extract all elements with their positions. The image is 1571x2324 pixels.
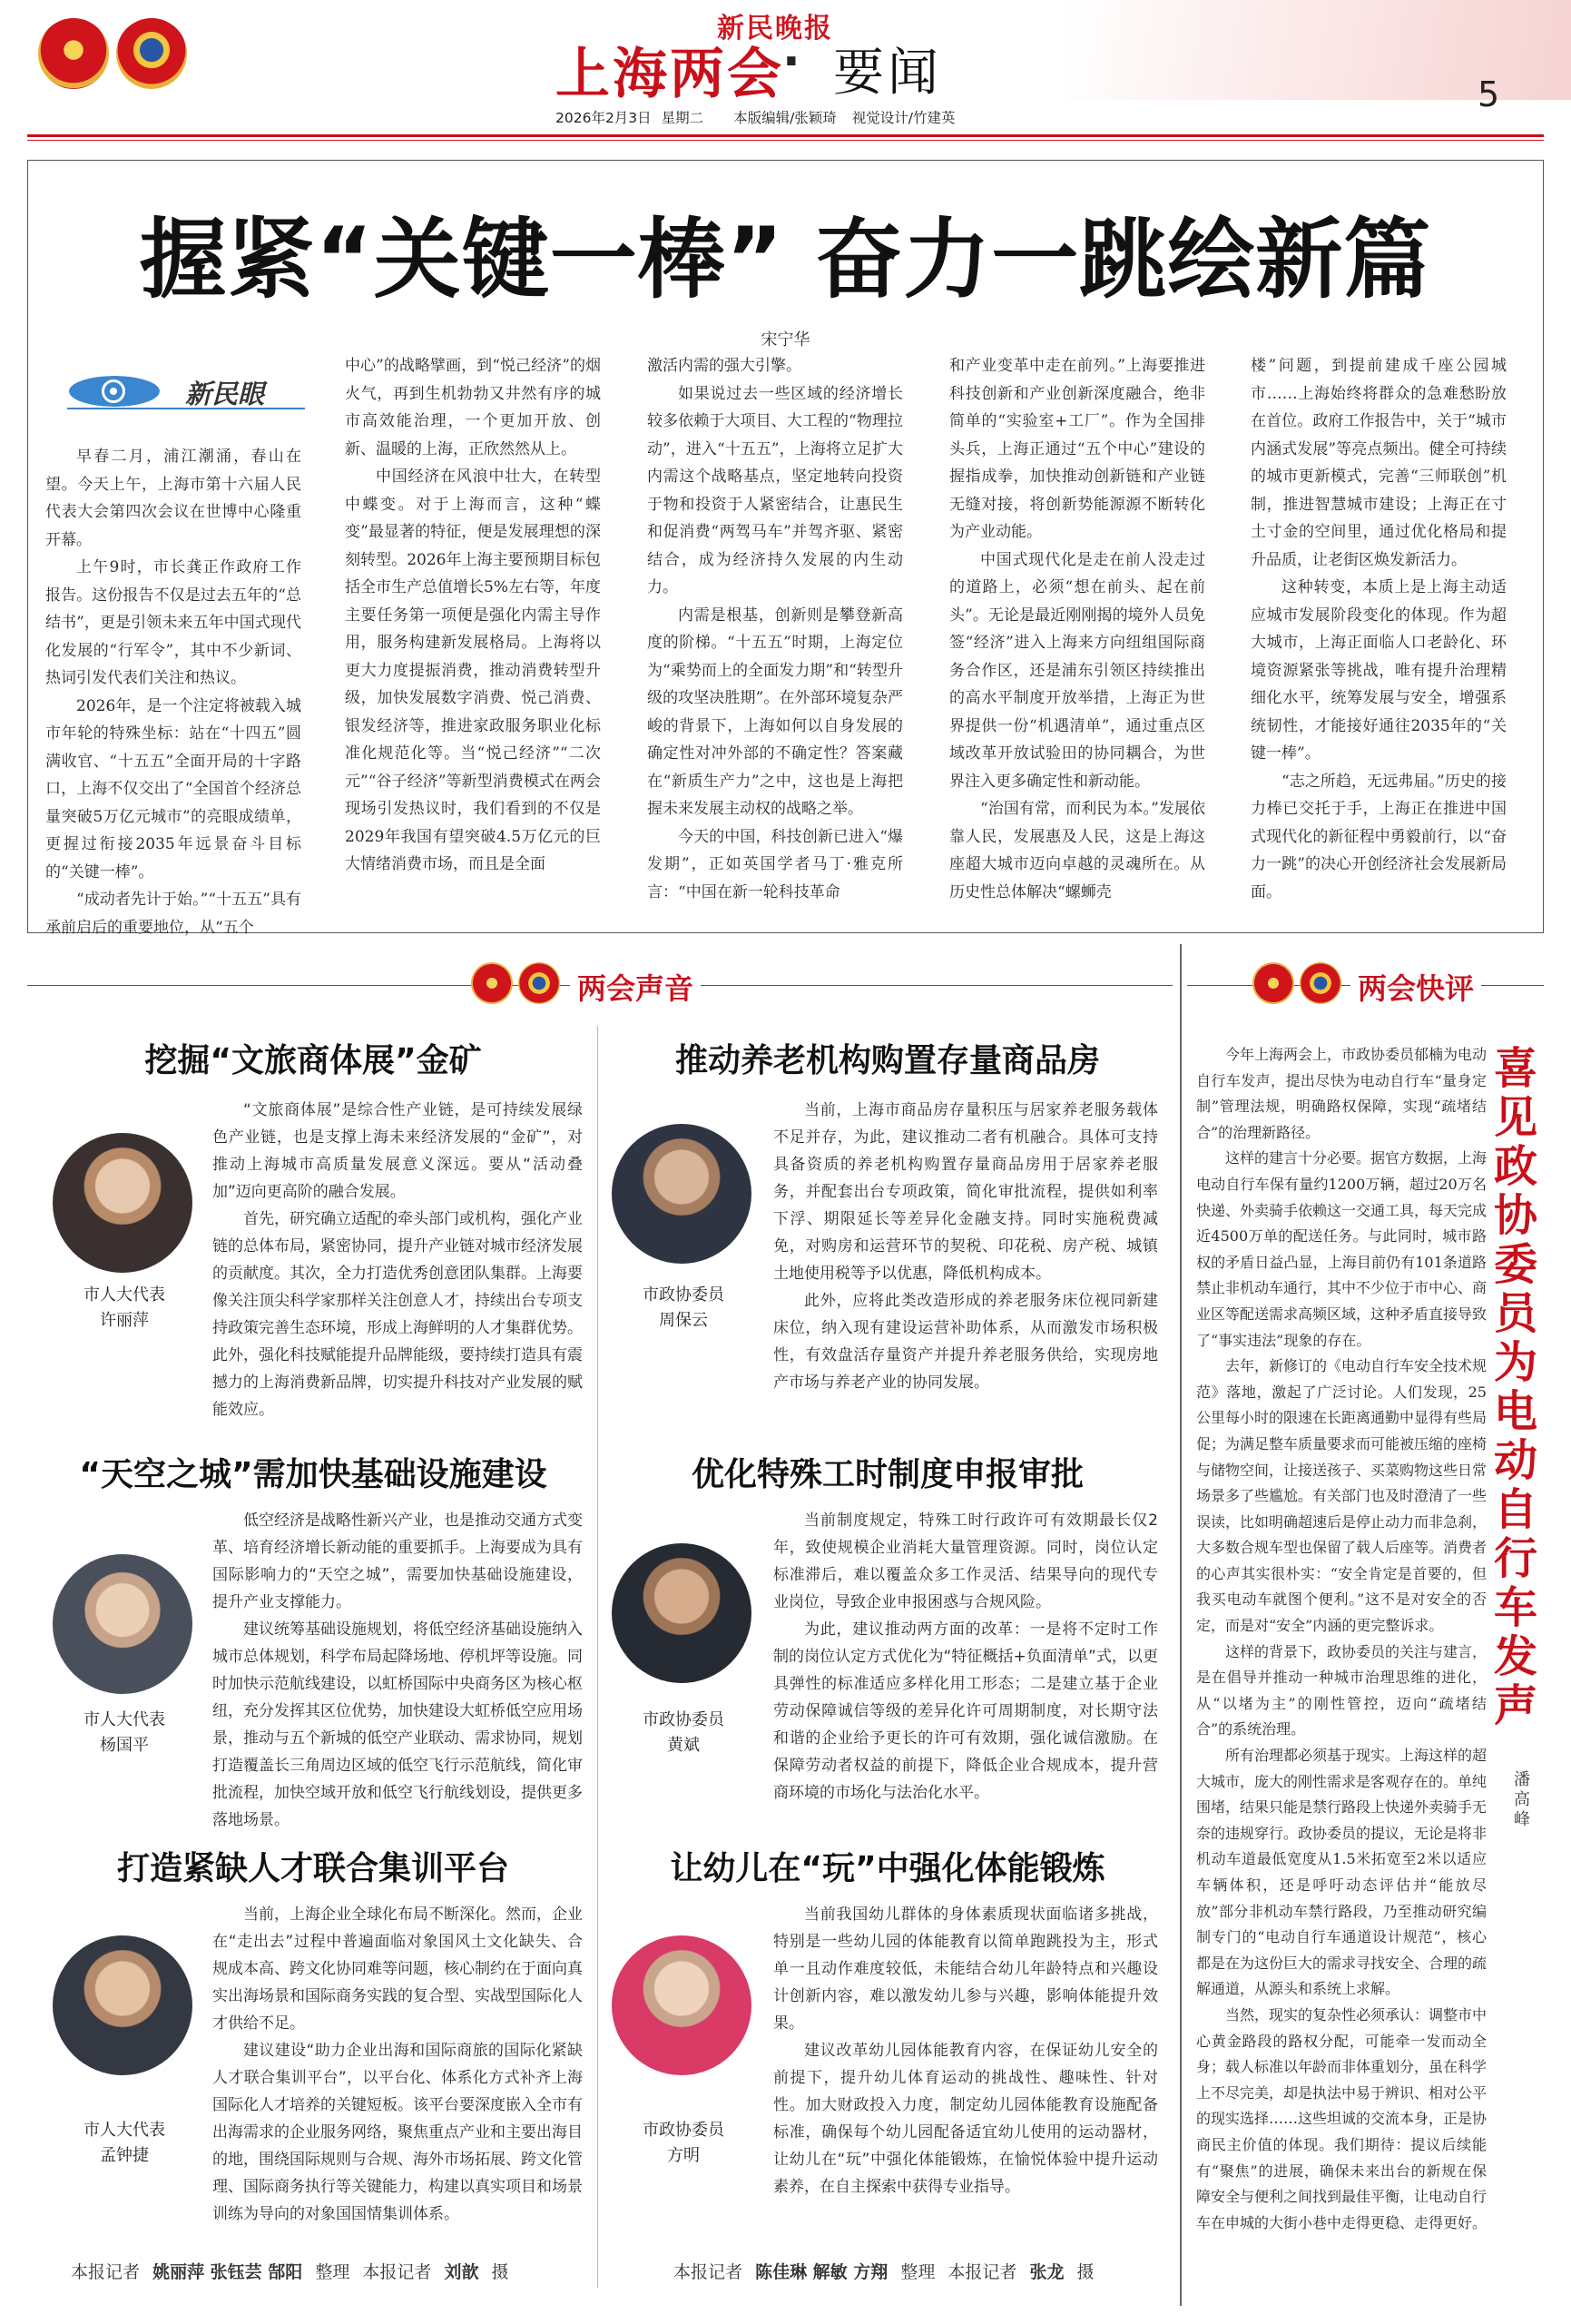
voice-paragraph: 建议建设“助力企业出海和国际商旅的国际化紧缺人才联合集训平台”，以平台化、体系化方式补齐上海国际化人才培养的关键短板。该平台要深度嵌入全市有出海需求的企业服务网络，聚焦重点产业和主要出海目的地，围绕国际规则与合规、海外市场拓展、跨文化管理、国际商务执行等关键能力，构建以真实项目和场景训练为导向的对象国国情集训体系。 [212, 2042, 583, 2223]
voice-paragraph: 低空经济是战略性新兴产业，也是推动交通方式变革、培育经济增长新动能的重要抓手。上海要成为具有国际影响力的“天空之城”，需要加快基础设施建设，提升产业支撑能力。 [212, 1512, 583, 1611]
credit-label: 整理 [900, 2262, 936, 2282]
review-author: 潘高峰 [1514, 1770, 1530, 1829]
voice-paragraph: 为此，建议推动两方面的改革：一是将不定时工作制的岗位认定方式优化为“特征概括+负面清单”式，以更具弹性的标准适应多样化用工形态；二是建立基于企业劳动保障诚信等级的差异化许可周期制度，对长期守法和谐的企业给予更长的许可有效期，强化诚信激励。在保障劳动者权益的前提下，降低企业合规成本，提升营商环境的市场化与法治化水平。 [773, 1620, 1158, 1802]
credit-label: 本报记者 [71, 2262, 141, 2282]
review-paragraph: 这样的背景下，政协委员的关注与建言，是在倡导并推动一种城市治理思维的进化，从“以堵为主”的刚性管控，迈向“疏堵结合”的系统治理。 [1196, 1642, 1488, 1738]
designer: 视觉设计/竹建英 [851, 110, 956, 126]
voice-title: 打造紧缺人才联合集训平台 [116, 1850, 509, 1887]
lead-paragraph: “治国有常，而利民为本。”发展依靠人民，发展惠及人民，这是上海这座超大城市迈向卓越的灵魂所在。从历史性总体解决“螺蛳壳 [949, 800, 1205, 901]
column-divider [597, 1026, 598, 2288]
review-body [1196, 1042, 1487, 2311]
lead-paragraph: 内需是根基，创新则是攀登新高度的阶梯。“十五五”时期，上海定位为“乘势而上的全面发力期”和“转型升级的攻坚决胜期”。在外部环境复杂严峻的背景下，上海如何以自身发展的确定性对冲外部的不确定性？答案藏在“新质生产力”之中，这也是上海把握未来发展主动权的战略之举。 [647, 606, 903, 818]
section-dot: · [782, 34, 800, 89]
delegate-role: 市政协委员 [643, 2121, 724, 2140]
newspaper-name: 新民晚报 [717, 13, 833, 44]
review-paragraph: 当然，现实的复杂性必须承认：调整市中心黄金路段的路权分配，可能牵一发而动全身；载人标准以年龄而非体重划分，虽在科学上不尽完美，却是执法中易于辨识、相对公平的现实选择……这些坦诚的交流本身，正是协商民主价值的体现。我们期待：提议后续能有“聚焦”的进展，确保未来出台的新规在保障安全与便利之间找到最佳平衡，让电动自行车在申城的大街小巷中走得更稳、走得更好。 [1196, 2005, 1488, 2231]
credit-label: 整理 [315, 2262, 350, 2282]
voice-title: 优化特殊工时制度申报审批 [691, 1456, 1084, 1493]
voice-title: 挖掘“文旅商体展”金矿 [144, 1042, 482, 1079]
lead-paragraph: “志之所趋，无远弗届。”历史的接力棒已交托于手，上海正在推进中国式现代化的新征程中勇毅前行，以“奋力一跳”的决心开创经济社会发展新局面。 [1251, 772, 1507, 901]
delegate-name: 孟钟捷 [100, 2146, 149, 2165]
review-paragraph: 这样的建言十分必要。据官方数据，上海电动自行车保有量约1200万辆，超过20万名快递、外卖骑手依赖这一交通工具，每天完成近4500万单的配送任务。与此同时，城市路权的矛盾日益凸显，上海目前仍有101条道路禁止非机动车通行，其中不少位于市中心、商业区等配送需求高频区域，这种矛盾直接导致了“事实违法”现象的存在。 [1196, 1149, 1488, 1349]
portrait-photo [612, 1935, 751, 2075]
credit-label: 本报记者 [673, 2262, 743, 2282]
lead-paragraph: 如果说过去一些区域的经济增长较多依赖于大项目、大工程的“物理拉动”，进入“十五五”，上海将立足扩大内需这个战略基点，坚定地转向投资于物和投资于人紧密结合，让惠民生和促消费“两驾马车”并驾齐驱、紧密结合，成为经济持久发展的内生动力。 [647, 384, 903, 596]
lead-paragraph: “成动者先计于始。”“十五五”具有承前启后的重要地位，从“五个 [45, 891, 301, 937]
lead-paragraph: 这种转变，本质上是上海主动适应城市发展阶段变化的体现。作为超大城市，上海正面临人口老龄化、环境资源紧张等挑战，唯有提升治理精细化水平，统筹发展与安全，增强系统韧性，才能接好通往2035年的“关键一棒”。 [1251, 578, 1507, 763]
delegate-name: 杨国平 [100, 1736, 149, 1755]
voice-title: “天空之城”需加快基础设施建设 [79, 1456, 547, 1493]
voice-title: 推动养老机构购置存量商品房 [674, 1042, 1100, 1079]
lead-badge: 新民眼 [185, 379, 265, 409]
voice-paragraph: 当前制度规定，特殊工时行政许可有效期最长仅2年，致使规模企业消耗大量管理资源。同时，岗位认定标准滞后，难以覆盖众多工作灵活、结果导向的现代专业岗位，导致企业申报困惑与合规风险。 [773, 1512, 1158, 1611]
review-paragraph: 今年上海两会上，市政协委员郁楠为电动自行车发声，提出尽快为电动自行车“量身定制”管理法规，明确路权保障，实现“疏堵结合”的治理新路径。 [1196, 1046, 1488, 1141]
lead-paragraph: 中国式现代化是走在前人没走过的道路上，必须“想在前头、起在前头”。无论是最近刚刚揭的境外人员免签“经济”进入上海来方向纽组国际商务合作区，还是浦东引领区持续推出的高水平制度开放举措，上海正为世界提供一份“机遇清单”，通过重点区域改革开放试验田的协同耦合，为世界注入更多确定性和新动能。 [949, 550, 1205, 791]
credit-right [673, 2259, 1095, 2283]
lead-column-5 [1251, 352, 1507, 917]
voice-body [773, 1097, 1158, 1451]
portrait-photo [53, 1554, 192, 1694]
voice-paragraph: “文旅商体展”是综合性产业链，是可持续发展绿色产业链，也是支撑上海未来经济发展的“金矿”，对推动上海城市高质量发展意义深远。要从“活动叠加”迈向更高阶的融合发展。 [212, 1101, 583, 1201]
voice-body [212, 1901, 583, 2246]
credit-label: 本报记者 [948, 2262, 1017, 2282]
credit-label: 本报记者 [362, 2262, 432, 2282]
portrait-photo [53, 1935, 192, 2075]
cppcc-emblem-icon [518, 962, 560, 1004]
credit-names: 陈佳琳 解敏 方翔 [755, 2262, 889, 2282]
lead-paragraph: 2026年，是一个注定将被载入城市年轮的特殊坐标：站在“十四五”圆满收官、“十五五”全面开局的十字路口，上海不仅交出了“全国首个经济总量突破5万亿元城市”的亮眼成绩单，更握过衔接2035年远景奋斗目标的“关键一棒”。 [45, 696, 301, 881]
delegate-role: 市人大代表 [83, 1710, 165, 1729]
voices-section-title: 两会声音 [570, 966, 701, 1008]
delegate-name: 许丽萍 [100, 1311, 149, 1330]
lead-paragraph: 中心”的战略擘画，到“悦己经济”的烟火气，再到生机勃勃又井然有序的城市高效能治理，一个更加开放、创新、温暖的上海，正欣然然从上。 [345, 357, 601, 458]
subsection-title: 要闻 [833, 44, 942, 103]
delegate-role: 市政协委员 [643, 1285, 724, 1305]
voice-paragraph: 首先，研究确立适配的牵头部门或机构，强化产业链的总体布局，紧密协同，提升产业链对城市经济发展的贡献度。其次，全力打造优秀创意团队集群。上海要像关注顶尖科学家那样关注创意人才，持续出台专项支持政策完善生态环境，形成上海鲜明的人才集群优势。此外，强化科技赋能提升品牌能级，要持续打造具有震撼力的上海消费新品牌，切实提升科技对产业发展的赋能效应。 [212, 1210, 583, 1419]
review-paragraph: 所有治理都必须基于现实。上海这样的超大城市，庞大的刚性需求是客观存在的。单纯围堵，结果只能是禁行路段上快递外卖骑手无奈的违规穿行。政协委员的提议，无论是将非机动车道最低宽度从1.5米拓宽至2米以适应车辆体积，还是呼吁动态评估并“能放尽放”部分非机动车禁行路段，乃至推动研究编制专门的“电动自行车通道设计规范”，核心都是在为这份巨大的需求寻找安全、合理的疏解通道，从源头和系统上求解。 [1196, 1747, 1488, 1998]
lead-headline: 握紧“关键一棒” 奋力一跳绘新篇 [139, 209, 1432, 310]
portrait-photo [612, 1543, 751, 1683]
delegate-name: 方明 [667, 2146, 700, 2165]
review-section-title: 两会快评 [1350, 966, 1481, 1008]
lead-paragraph: 和产业变革中走在前列。”上海要推进科技创新和产业创新深度融合，绝非简单的“实验室+工厂”。作为全国排头兵，上海正通过“五个中心”建设的握指成拳，加快推动创新链和产业链无缝对接，将创新势能源源不断转化为产业动能。 [949, 357, 1205, 541]
review-title: 喜见政协委员为电动自行车发声 [1494, 1043, 1538, 1731]
voice-body [773, 1901, 1158, 2246]
voice-paragraph: 建议统筹基础设施规划，将低空经济基础设施纳入城市总体规划，科学布局起降场地、停机坪等设施。同时加快示范航线建设，以虹桥国际中央商务区为核心枢纽，充分发挥其区位优势，加快建设大虹桥低空应用场景，推动与五个新城的低空产业联动、需求协同，规划打造覆盖长三角周边区域的低空飞行示范航线，简化审批流程，加快空域开放和低空飞行航线划设，提供更多落地场景。 [212, 1620, 583, 1829]
eye-icon [69, 376, 160, 407]
lead-paragraph: 中国经济在风浪中壮大，在转型中蝶变。对于上海而言，这种“蝶变”最显著的特征，便是发展理想的深刻转型。2026年上海主要预期目标包括全市生产总值增长5%左右等，年度主要任务第一项便是强化内需主导作用，服务构建新发展格局。上海将以更大力度提振消费，推动消费转型升级，加快发展数字消费、悦己消费、银发经济等，推进家政服务职业化标准化规范化等。当“悦己经济”“二次元”“谷子经济”等新型消费模式在两会现场引发热议时，我们看到的不仅是2029年我国有望突破4.5万亿元的巨大情绪消费市场，而且是全面 [345, 468, 601, 873]
voice-title: 让幼儿在“玩”中强化体能锻炼 [670, 1850, 1105, 1887]
lead-column-1 [45, 443, 301, 937]
voice-paragraph: 建议改革幼儿园体能教育内容，在保证幼儿安全的前提下，提升幼儿体育运动的挑战性、趣味性、针对性。加大财政投入力度，制定幼儿园体能教育设施配备标准，确保每个幼儿园配备适宜幼儿使用的运动器材，让幼儿在“玩”中强化体能锻炼，在愉悦体验中提升运动素养，在自主探索中获得专业指导。 [773, 2042, 1158, 2196]
credit-label: 摄 [1076, 2262, 1095, 2282]
voice-paragraph: 此外，应将此类改造形成的养老服务床位视同新建床位，纳入现有建设运营补助体系，从而激发市场积极性，有效盘活存量资产并提升养老服务供给，实现房地产市场与养老产业的协同发展。 [773, 1292, 1158, 1392]
lead-paragraph: 上午9时，市长龚正作政府工作报告。这份报告不仅是过去五年的“总结书”，更是引领未来五年中国式现代化发展的“行军令”，其中不少新词、热词引发代表们关注和热议。 [45, 558, 301, 687]
voice-body [212, 1507, 583, 1861]
lead-paragraph: 激活内需的强大引擎。 [647, 357, 801, 375]
national-emblem-icon [471, 962, 513, 1004]
lead-paragraph: 今天的中国，科技创新已进入“爆发期”，正如英国学者马丁·雅克所言：“中国在新一轮科技革命 [647, 827, 903, 901]
weekday: 星期二 [661, 110, 704, 126]
portrait-photo [612, 1124, 751, 1264]
lead-paragraph: 楼”问题，到提前建成千座公园城市……上海始终将群众的急难愁盼放在首位。政府工作报告中，关于“城市内涵式发展”等亮点频出。健全可持续的城市更新模式，完善“三师联创”机制，推进智慧城市建设；上海正在寸土寸金的空间里，通过优化格局和提升品质，让老街区焕发新活力。 [1251, 357, 1507, 569]
credit-left [71, 2259, 509, 2283]
dateline [555, 107, 955, 127]
editor: 本版编辑/张颖琦 [733, 110, 837, 126]
voice-body [773, 1507, 1158, 1861]
credit-photographer: 张龙 [1029, 2262, 1065, 2282]
credit-photographer: 刘歆 [444, 2262, 479, 2282]
lead-column-3 [647, 352, 903, 917]
credit-label: 摄 [491, 2262, 509, 2282]
cppcc-emblem-icon [1300, 962, 1341, 1004]
portrait-photo [53, 1133, 192, 1273]
delegate-role: 市人大代表 [83, 2121, 165, 2140]
voice-body [212, 1097, 583, 1451]
delegate-role: 市政协委员 [643, 1710, 724, 1729]
delegate-name: 周保云 [659, 1311, 708, 1330]
voice-paragraph: 当前我国幼儿群体的身体素质现状面临诸多挑战，特别是一些幼儿园的体能教育以简单跑跳投为主，形式单一且动作难度较低，未能结合幼儿年龄特点和兴趣设计创新内容，难以激发幼儿参与兴趣，影响体能提升效果。 [773, 1905, 1158, 2033]
voice-paragraph: 当前，上海市商品房存量积压与居家养老服务载体不足并存，为此，建议推动二者有机融合。具体可支持具备资质的养老机构购置存量商品房用于居家养老服务，并配套出台专项政策，简化审批流程，提供如利率下浮、期限延长等差异化金融支持。同时实施税费减免，对购房和运营环节的契税、印花税、房产税、城镇土地使用税等予以优惠，降低机构成本。 [773, 1101, 1158, 1283]
masthead-rule-thin [27, 140, 1544, 141]
credit-names: 姚丽萍 张钰芸 郜阳 [152, 2262, 303, 2282]
section-title: 上海两会 [555, 43, 784, 106]
delegate-name: 黄斌 [667, 1736, 700, 1755]
masthead-rule [27, 134, 1544, 137]
lead-column-4 [949, 352, 1205, 917]
national-emblem-icon [38, 18, 109, 89]
voice-paragraph: 当前，上海企业全球化布局不断深化。然而，企业在“走出去”过程中普遍面临对象国风土文化缺失、合规成本高、跨文化协同难等问题，核心制约在于面向真实出海场景和国际商务实践的复合型、实战型国际化人才供给不足。 [212, 1905, 583, 2033]
section-divider [1180, 944, 1182, 2306]
date: 2026年2月3日 [555, 110, 652, 126]
national-emblem-icon [1252, 962, 1294, 1004]
lead-author: 宋宁华 [761, 330, 810, 350]
review-paragraph: 去年，新修订的《电动自行车安全技术规范》落地，激起了广泛讨论。人们发现，25公里每小时的限速在长距离通勤中显得有些局促；为满足整车质量要求而可能被压缩的座椅与储物空间，让接送孩子、买菜购物这些日常场景多了些尴尬。有关部门也及时澄清了一些误读，比如明确超速后是停止动力而非急刹，大多数合规车型也保留了载人后座等。消费者的心声其实很朴实：“安全肯定是首要的，但我买电动车就图个便利。”这不是对安全的否定，而是对“安全”内涵的更完整诉求。 [1196, 1357, 1488, 1635]
page-number: 5 [1478, 74, 1500, 114]
cppcc-emblem-icon [116, 18, 187, 89]
delegate-role: 市人大代表 [83, 1285, 165, 1305]
lead-paragraph: 早春二月，浦江潮涌，春山在望。今天上午，上海市第十六届人民代表大会第四次会议在世博中心隆重开幕。 [45, 448, 301, 549]
lead-column-2 [345, 352, 601, 917]
